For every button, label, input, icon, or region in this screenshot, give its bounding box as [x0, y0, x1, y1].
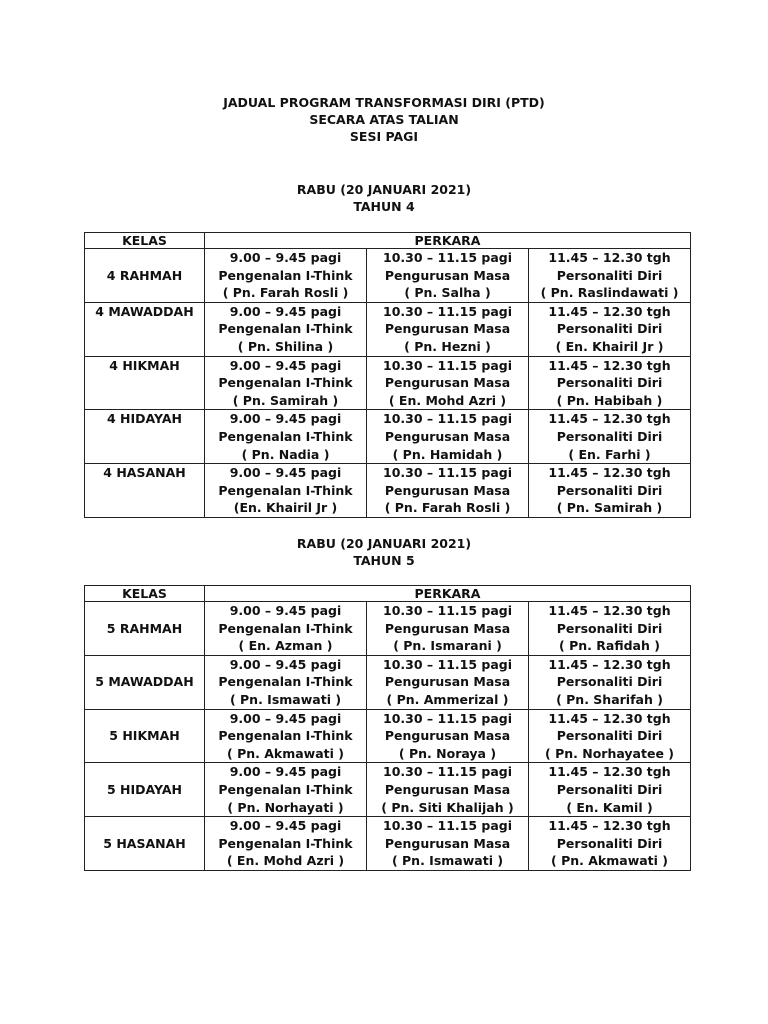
- slot-teacher: ( Pn. Norhayatee ): [545, 745, 674, 761]
- session-slot-cell: [529, 602, 691, 656]
- slot-topic: Pengenalan I-Think: [218, 728, 353, 744]
- slot-time: 11.45 – 12.30 tgh: [548, 764, 671, 780]
- class-name-cell: 5 MAWADDAH: [85, 655, 205, 709]
- slot-topic: Pengenalan I-Think: [218, 267, 353, 283]
- slot-topic: Personaliti Diri: [556, 482, 663, 498]
- slot-teacher: ( En. Mohd Azri ): [226, 853, 345, 869]
- slot-teacher: ( En. Khairil Jr ): [555, 338, 664, 354]
- session-slot-cell: [367, 817, 529, 871]
- slot-teacher: (En. Khairil Jr ): [233, 500, 338, 516]
- document-subtitle: SECARA ATAS TALIAN: [309, 112, 459, 127]
- slot-time: 11.45 – 12.30 tgh: [548, 818, 671, 834]
- slot-time: 9.00 – 9.45 pagi: [229, 764, 342, 780]
- section-year: TAHUN 4: [353, 199, 415, 214]
- slot-teacher: ( Pn. Akmawati ): [551, 853, 668, 869]
- slot-teacher: ( Pn. Hamidah ): [392, 446, 503, 462]
- session-slot-cell: [205, 709, 367, 763]
- schedule-table-tahun-5: [84, 585, 691, 871]
- slot-topic: Pengurusan Masa: [384, 835, 511, 851]
- class-name-cell: 5 RAHMAH: [85, 602, 205, 656]
- slot-topic: Pengenalan I-Think: [218, 375, 353, 391]
- session-slot-cell: [205, 410, 367, 464]
- slot-time: 10.30 – 11.15 pagi: [383, 303, 512, 319]
- slot-topic: Pengenalan I-Think: [218, 620, 353, 636]
- slot-time: 10.30 – 11.15 pagi: [383, 250, 512, 265]
- table-row: [85, 302, 691, 356]
- slot-time: 10.30 – 11.15 pagi: [383, 465, 512, 481]
- slot-topic: Pengenalan I-Think: [218, 482, 353, 498]
- slot-topic: Pengenalan I-Think: [218, 674, 353, 690]
- slot-topic: Personaliti Diri: [556, 321, 663, 337]
- slot-time: 9.00 – 9.45 pagi: [229, 603, 342, 618]
- column-header-perkara: PERKARA: [205, 233, 691, 249]
- slot-time: 11.45 – 12.30 tgh: [548, 250, 671, 265]
- slot-topic: Pengurusan Masa: [384, 267, 511, 283]
- slot-teacher: ( En. Azman ): [238, 638, 333, 654]
- slot-time: 9.00 – 9.45 pagi: [229, 357, 342, 373]
- session-slot-cell: [205, 763, 367, 817]
- slot-topic: Pengurusan Masa: [384, 620, 511, 636]
- slot-topic: Pengurusan Masa: [384, 728, 511, 744]
- session-slot-cell: [529, 356, 691, 410]
- slot-time: 11.45 – 12.30 tgh: [548, 357, 671, 373]
- slot-topic: Pengenalan I-Think: [218, 428, 353, 444]
- table-row: [85, 709, 691, 763]
- slot-teacher: ( Pn. Habibah ): [556, 392, 663, 408]
- slot-time: 9.00 – 9.45 pagi: [229, 710, 342, 726]
- slot-teacher: ( Pn. Ismarani ): [393, 638, 502, 654]
- table-row: [85, 410, 691, 464]
- section-date: RABU (20 JANUARI 2021): [296, 182, 472, 197]
- class-name-cell: 4 HIKMAH: [85, 356, 205, 410]
- slot-teacher: ( Pn. Noraya ): [398, 745, 497, 761]
- table-header-row: [85, 586, 691, 602]
- session-slot-cell: [205, 302, 367, 356]
- slot-time: 9.00 – 9.45 pagi: [229, 465, 342, 481]
- session-slot-cell: [529, 709, 691, 763]
- class-name-cell: 4 MAWADDAH: [85, 302, 205, 356]
- slot-time: 9.00 – 9.45 pagi: [229, 656, 342, 672]
- slot-teacher: ( Pn. Ismawati ): [229, 691, 342, 707]
- slot-teacher: ( Pn. Raslindawati ): [540, 285, 679, 301]
- slot-teacher: ( Pn. Salha ): [404, 285, 491, 301]
- slot-topic: Pengurusan Masa: [384, 375, 511, 391]
- slot-topic: Pengurusan Masa: [384, 781, 511, 797]
- slot-topic: Personaliti Diri: [556, 728, 663, 744]
- session-slot-cell: [205, 817, 367, 871]
- slot-time: 9.00 – 9.45 pagi: [229, 250, 342, 265]
- session-slot-cell: [205, 356, 367, 410]
- slot-time: 9.00 – 9.45 pagi: [229, 411, 342, 427]
- slot-time: 11.45 – 12.30 tgh: [548, 603, 671, 618]
- table-row: [85, 763, 691, 817]
- slot-time: 10.30 – 11.15 pagi: [383, 710, 512, 726]
- slot-teacher: ( Pn. Samirah ): [232, 392, 339, 408]
- slot-time: 10.30 – 11.15 pagi: [383, 818, 512, 834]
- table-row: [85, 602, 691, 656]
- slot-teacher: ( En. Farhi ): [568, 446, 651, 462]
- slot-topic: Personaliti Diri: [556, 781, 663, 797]
- slot-topic: Pengurusan Masa: [384, 674, 511, 690]
- session-slot-cell: [367, 655, 529, 709]
- column-header-kelas: KELAS: [85, 233, 205, 249]
- slot-time: 10.30 – 11.15 pagi: [383, 357, 512, 373]
- slot-teacher: ( Pn. Rafidah ): [559, 638, 660, 654]
- slot-topic: Pengurusan Masa: [384, 321, 511, 337]
- slot-topic: Pengenalan I-Think: [218, 781, 353, 797]
- slot-topic: Personaliti Diri: [556, 428, 663, 444]
- slot-teacher: ( Pn. Siti Khalijah ): [381, 799, 514, 815]
- slot-topic: Personaliti Diri: [556, 835, 663, 851]
- column-header-kelas: KELAS: [85, 586, 205, 602]
- slot-topic: Personaliti Diri: [556, 674, 663, 690]
- class-name-cell: 5 HIDAYAH: [85, 763, 205, 817]
- section-date: RABU (20 JANUARI 2021): [296, 536, 472, 551]
- slot-topic: Personaliti Diri: [556, 375, 663, 391]
- session-slot-cell: [367, 356, 529, 410]
- slot-time: 9.00 – 9.45 pagi: [229, 818, 342, 834]
- slot-time: 10.30 – 11.15 pagi: [383, 411, 512, 427]
- session-slot-cell: [367, 709, 529, 763]
- slot-time: 10.30 – 11.15 pagi: [383, 656, 512, 672]
- slot-teacher: ( Pn. Nadia ): [241, 446, 330, 462]
- class-name-cell: 4 HASANAH: [85, 464, 205, 518]
- slot-time: 9.00 – 9.45 pagi: [229, 303, 342, 319]
- slot-topic: Personaliti Diri: [556, 267, 663, 283]
- section-year: TAHUN 5: [353, 553, 415, 568]
- session-slot-cell: [367, 464, 529, 518]
- table-row: [85, 817, 691, 871]
- slot-teacher: ( Pn. Samirah ): [556, 500, 663, 516]
- table-row: [85, 655, 691, 709]
- class-name-cell: 4 HIDAYAH: [85, 410, 205, 464]
- session-slot-cell: [367, 410, 529, 464]
- session-slot-cell: [529, 410, 691, 464]
- session-slot-cell: [367, 602, 529, 656]
- session-slot-cell: [529, 763, 691, 817]
- session-slot-cell: [529, 817, 691, 871]
- session-slot-cell: [367, 249, 529, 303]
- slot-topic: Pengurusan Masa: [384, 428, 511, 444]
- table-row: [85, 249, 691, 303]
- slot-time: 11.45 – 12.30 tgh: [548, 303, 671, 319]
- session-slot-cell: [529, 655, 691, 709]
- slot-teacher: ( Pn. Hezni ): [404, 338, 491, 354]
- class-name-cell: 4 RAHMAH: [85, 249, 205, 303]
- slot-time: 11.45 – 12.30 tgh: [548, 411, 671, 427]
- slot-teacher: ( Pn. Shilina ): [237, 338, 334, 354]
- table-row: [85, 356, 691, 410]
- session-slot-cell: [367, 302, 529, 356]
- slot-teacher: ( En. Mohd Azri ): [388, 392, 507, 408]
- session-slot-cell: [205, 602, 367, 656]
- slot-topic: Pengurusan Masa: [384, 482, 511, 498]
- table-header-row: [85, 233, 691, 249]
- session-slot-cell: [205, 464, 367, 518]
- class-name-cell: 5 HIKMAH: [85, 709, 205, 763]
- slot-topic: Pengenalan I-Think: [218, 321, 353, 337]
- slot-teacher: ( Pn. Akmawati ): [227, 745, 344, 761]
- document-title: JADUAL PROGRAM TRANSFORMASI DIRI (PTD): [223, 95, 545, 110]
- session-slot-cell: [529, 302, 691, 356]
- class-name-cell: 5 HASANAH: [85, 817, 205, 871]
- slot-time: 10.30 – 11.15 pagi: [383, 603, 512, 618]
- schedule-table-tahun-4: [84, 232, 691, 518]
- slot-time: 11.45 – 12.30 tgh: [548, 465, 671, 481]
- session-slot-cell: [205, 249, 367, 303]
- document-title-block: [0, 94, 768, 145]
- slot-teacher: ( Pn. Farah Rosli ): [222, 285, 349, 301]
- column-header-perkara: PERKARA: [205, 586, 691, 602]
- table-row: [85, 464, 691, 518]
- session-slot-cell: [205, 655, 367, 709]
- slot-teacher: ( Pn. Sharifah ): [556, 691, 663, 707]
- slot-teacher: ( Pn. Ismawati ): [391, 853, 504, 869]
- slot-time: 11.45 – 12.30 tgh: [548, 710, 671, 726]
- session-slot-cell: [529, 249, 691, 303]
- slot-teacher: ( Pn. Norhayati ): [227, 799, 344, 815]
- slot-topic: Personaliti Diri: [556, 620, 663, 636]
- slot-time: 10.30 – 11.15 pagi: [383, 764, 512, 780]
- session-slot-cell: [367, 763, 529, 817]
- slot-teacher: ( Pn. Ammerizal ): [386, 691, 509, 707]
- section-header-tahun-5: [0, 535, 768, 569]
- section-header-tahun-4: [0, 181, 768, 215]
- session-label: SESI PAGI: [349, 129, 419, 144]
- slot-topic: Pengenalan I-Think: [218, 835, 353, 851]
- slot-time: 11.45 – 12.30 tgh: [548, 656, 671, 672]
- session-slot-cell: [529, 464, 691, 518]
- slot-teacher: ( Pn. Farah Rosli ): [384, 500, 511, 516]
- slot-teacher: ( En. Kamil ): [566, 799, 653, 815]
